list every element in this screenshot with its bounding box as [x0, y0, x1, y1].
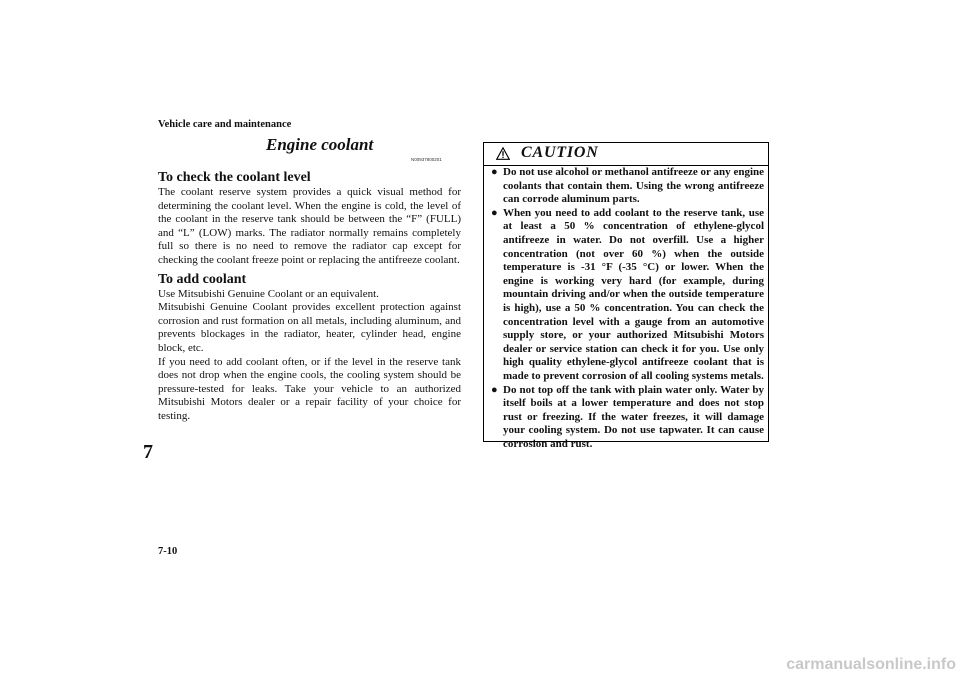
- heading-add-coolant: To add coolant: [158, 271, 247, 287]
- paragraph-check-coolant: The coolant reserve system provides a quick visual method for determining the coolant level. When the engine is cold, the level of the coolant in the reserve tank should be between the “F” (FULL) and “L” (LOW) marks. The radiator normally remains completely full so there is no need to remove the radiator cap except for checking the coolant freeze point or replacing the antifreeze coolant.: [158, 186, 461, 266]
- caution-item: [491, 207, 764, 384]
- bullet-icon: ●: [491, 206, 498, 219]
- caution-box: [483, 142, 769, 450]
- article-code: N00937800201: [411, 157, 442, 162]
- bullet-icon: ●: [491, 166, 498, 178]
- page-number: 7-10: [158, 546, 178, 557]
- paragraph-add-coolant-3: If you need to add coolant often, or if the level in the reserve tank does not drop when the engine cools, the cooling system should be pressure-tested for leaks. Take your vehicle to an authorized Mitsubishi Motors dealer or a repair facility of your choice for testing.: [158, 355, 461, 422]
- left-column: [158, 170, 461, 424]
- paragraph-add-coolant-2: Mitsubishi Genuine Coolant provides excellent protection against corrosion and rust formation on all metals, including aluminum, and prevents blockages in the radiator, heater, cylinder head, engine block, etc.: [158, 301, 461, 354]
- chapter-number: 7: [143, 441, 153, 463]
- warning-triangle-icon: [496, 147, 510, 160]
- caution-item: [491, 166, 764, 207]
- chapter-tab: [130, 404, 160, 534]
- caution-item-text: Do not use alcohol or methanol antifreeze or any engine coolants that contain them. Using the wrong antifreeze can corrode aluminum parts.: [503, 166, 764, 206]
- caution-item-text: When you need to add coolant to the reserve tank, use at least a 50 % concentration of ethylene-glycol antifreeze in water. Do not overfill. Use a higher concentration (not over 60 %) when the outside temperature is -31 °F (-35 °C) or lower. When the engine is working very hard (for example, during mountain driving and/or when the outside temperature is high), use a 50 % concentration. You can check the concentration level with a gauge from an automotive supply store, or your authorized Mitsubishi Motors dealer or service station can check it for you. Use only high quality ethylene-glycol antifreeze coolant that is made to prevent corrosion of all cooling systems metals.: [503, 206, 764, 382]
- heading-check-coolant-level: To check the coolant level: [158, 170, 311, 185]
- running-header: Vehicle care and maintenance: [158, 119, 292, 130]
- bullet-icon: ●: [491, 383, 498, 396]
- caution-item: [491, 384, 764, 452]
- caution-header: [484, 143, 768, 166]
- caution-title: CAUTION: [521, 144, 599, 161]
- page-title: Engine coolant: [266, 135, 374, 154]
- caution-list: [491, 166, 764, 451]
- watermark: carmanualsonline.info: [786, 656, 956, 673]
- paragraph-add-coolant-1: Use Mitsubishi Genuine Coolant or an equivalent.: [158, 287, 379, 300]
- caution-item-text: Do not top off the tank with plain water only. Water by itself boils at a lower temperature and does not stop rust or freezing. If the water freezes, it will damage your cooling system. Do not use tapwater. It can cause corrosion and rust.: [503, 383, 764, 450]
